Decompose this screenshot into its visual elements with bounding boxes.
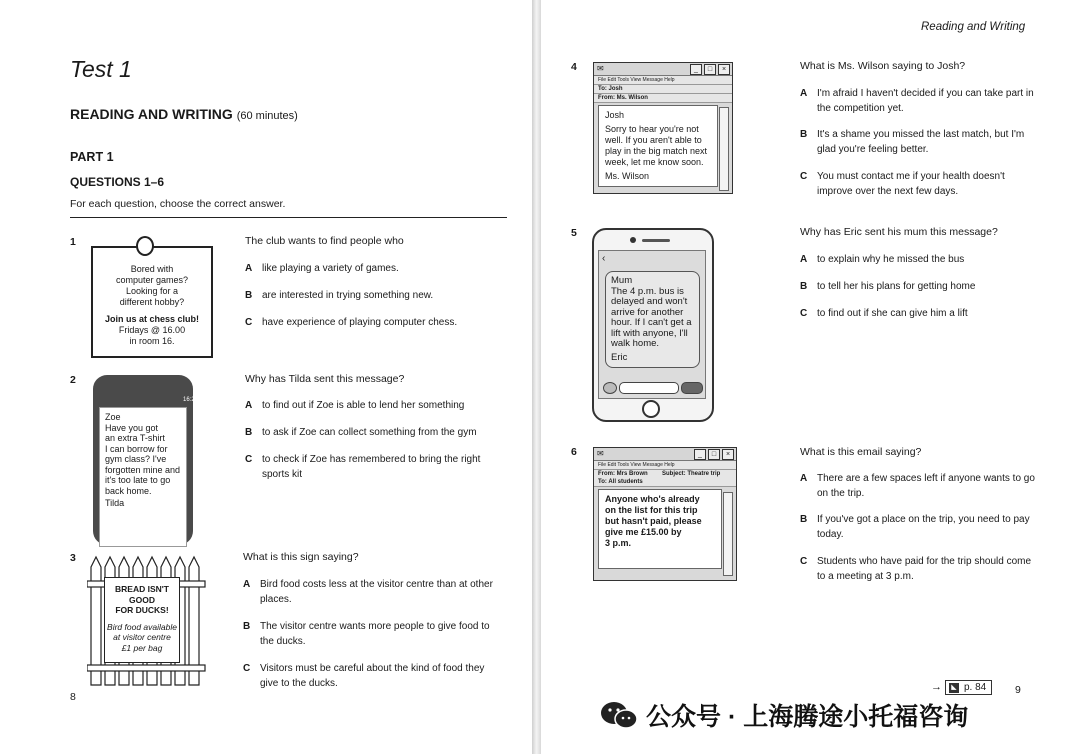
close-icon[interactable]: × [718, 64, 730, 75]
window-titlebar [594, 63, 732, 76]
maximize-icon[interactable]: □ [708, 449, 720, 460]
arrow-icon: → [931, 681, 942, 693]
home-button[interactable] [642, 400, 660, 418]
envelope-icon: ✉ [597, 64, 604, 73]
speaker-icon [642, 239, 670, 242]
page-number: 8 [70, 691, 76, 703]
option-b[interactable]: B to tell her his plans for getting home [800, 281, 976, 292]
email-subject: Subject: Theatre trip [658, 470, 726, 486]
page-number: 9 [1015, 684, 1021, 696]
option-c[interactable]: C Students who have paid for the trip should come to a meeting at 3 p.m. [800, 556, 1032, 582]
duck-sign: BREAD ISN'T GOOD FOR DUCKS! Bird food available at visitor centre £1 per bag [104, 577, 180, 663]
status-time: 16:21 [183, 397, 199, 403]
instruction: For each question, choose the correct answer. [70, 198, 286, 210]
email-header [594, 470, 736, 487]
envelope-icon: ✉ [597, 449, 604, 458]
option-a[interactable]: A to explain why he missed the bus [800, 254, 965, 265]
option-c[interactable]: C Visitors must be careful about the kind of food they give to the ducks. [243, 663, 485, 689]
question-text: The club wants to find people who [245, 235, 404, 247]
option-c[interactable]: C have experience of playing computer chess. [245, 317, 458, 328]
phone-image [592, 228, 714, 422]
scrollbar[interactable] [723, 492, 733, 576]
attach-icon[interactable] [603, 382, 617, 394]
email-window [593, 62, 733, 194]
option-b[interactable]: B are interested in trying something new. [245, 290, 434, 301]
option-b[interactable]: B It's a shame you missed the last match, but I'm glad you're feeling better. [800, 129, 1025, 155]
question-number: 2 [70, 374, 76, 386]
text-message: Mum The 4 p.m. bus is delayed and won't arrive for another hour. If I can't get a lift with anyone, I'll walk home. Eric [605, 271, 700, 368]
question-number: 5 [571, 227, 577, 239]
option-c[interactable]: C to check if Zoe has remembered to bring the right sports kit [245, 454, 481, 480]
question-number: 6 [571, 446, 577, 458]
option-c[interactable]: C You must contact me if your health doesn't improve over the next few days. [800, 171, 1005, 197]
menu-bar: File Edit Tools View Message Help [594, 461, 736, 470]
phone-image [93, 375, 199, 545]
camera-icon [630, 237, 636, 243]
scrollbar[interactable] [719, 107, 729, 191]
email-from: From: Ms. Wilson [594, 94, 732, 103]
maximize-icon[interactable]: □ [704, 64, 716, 75]
question-text: Why has Tilda sent this message? [245, 373, 405, 385]
phone-screen [598, 250, 706, 399]
book-gutter [532, 0, 541, 754]
text-message: Zoe Have you got an extra T-shirt I can borrow for gym class? I've forgotten mine and it's too late to go back home. Tilda [105, 412, 181, 508]
close-icon[interactable]: × [722, 449, 734, 460]
left-page [0, 0, 532, 754]
question-number: 1 [70, 236, 76, 248]
option-a[interactable]: A like playing a variety of games. [245, 263, 399, 274]
menu-bar: File Edit Tools View Message Help [594, 76, 732, 85]
question-text: What is this sign saying? [243, 551, 359, 563]
watermark-text: 公众号 · 上海腾途小托福咨询 [646, 703, 969, 731]
email-to: To: All students [594, 478, 658, 486]
option-b[interactable]: B to ask if Zoe can collect something from the gym [245, 427, 477, 438]
questions-range: QUESTIONS 1–6 [70, 175, 165, 189]
email-to: To: Josh [594, 85, 732, 94]
section-title: READING AND WRITING (60 minutes) [70, 106, 298, 122]
email-body: Anyone who's already on the list for this trip but hasn't paid, please give me £15.00 by 3 p.m. [598, 489, 722, 569]
test-title: Test 1 [70, 56, 132, 82]
option-a[interactable]: A Bird food costs less at the visitor centre than at other places. [243, 579, 493, 605]
option-b[interactable]: B The visitor centre wants more people to give food to the ducks. [243, 621, 490, 647]
part-heading: PART 1 [70, 150, 114, 164]
watermark [600, 697, 968, 733]
wechat-icon [600, 700, 638, 730]
question-number: 4 [571, 61, 577, 73]
minimize-icon[interactable]: _ [690, 64, 702, 75]
minimize-icon[interactable]: _ [694, 449, 706, 460]
duration: (60 minutes) [236, 110, 298, 122]
phone-screen [99, 407, 187, 547]
answer-key-link[interactable]: ◣ p. 84 [945, 680, 992, 695]
divider [70, 217, 507, 218]
key-icon: ◣ [949, 683, 959, 693]
email-window [593, 447, 737, 581]
option-a[interactable]: A I'm afraid I haven't decided if you can take part in the competition yet. [800, 88, 1034, 114]
send-button[interactable] [681, 382, 703, 394]
chess-club-notice: Bored with computer games? Looking for a different hobby? Join us at chess club! Fridays @ 16.00 in room 16. [91, 246, 213, 358]
option-c[interactable]: C to find out if she can give him a lift [800, 308, 968, 319]
pin-icon [136, 236, 154, 256]
option-b[interactable]: B If you've got a place on the trip, you need to pay today. [800, 514, 1030, 540]
back-icon[interactable]: ‹ [602, 253, 606, 264]
option-a[interactable]: A There are a few spaces left if anyone wants to go on the trip. [800, 473, 1035, 499]
question-text: Why has Eric sent his mum this message? [800, 226, 998, 238]
option-a[interactable]: A to find out if Zoe is able to lend her something [245, 400, 465, 411]
window-titlebar [594, 448, 736, 461]
question-text: What is this email saying? [800, 446, 922, 458]
email-from: From: Mrs Brown [594, 470, 658, 478]
reply-input[interactable] [619, 382, 679, 394]
email-body: Josh Sorry to hear you're not well. If you aren't able to play in the big match next week, let me know soon. Ms. Wilson [598, 105, 718, 187]
right-page [541, 0, 1080, 754]
running-head: Reading and Writing [921, 21, 1026, 33]
question-number: 3 [70, 552, 76, 564]
question-text: What is Ms. Wilson saying to Josh? [800, 60, 966, 72]
